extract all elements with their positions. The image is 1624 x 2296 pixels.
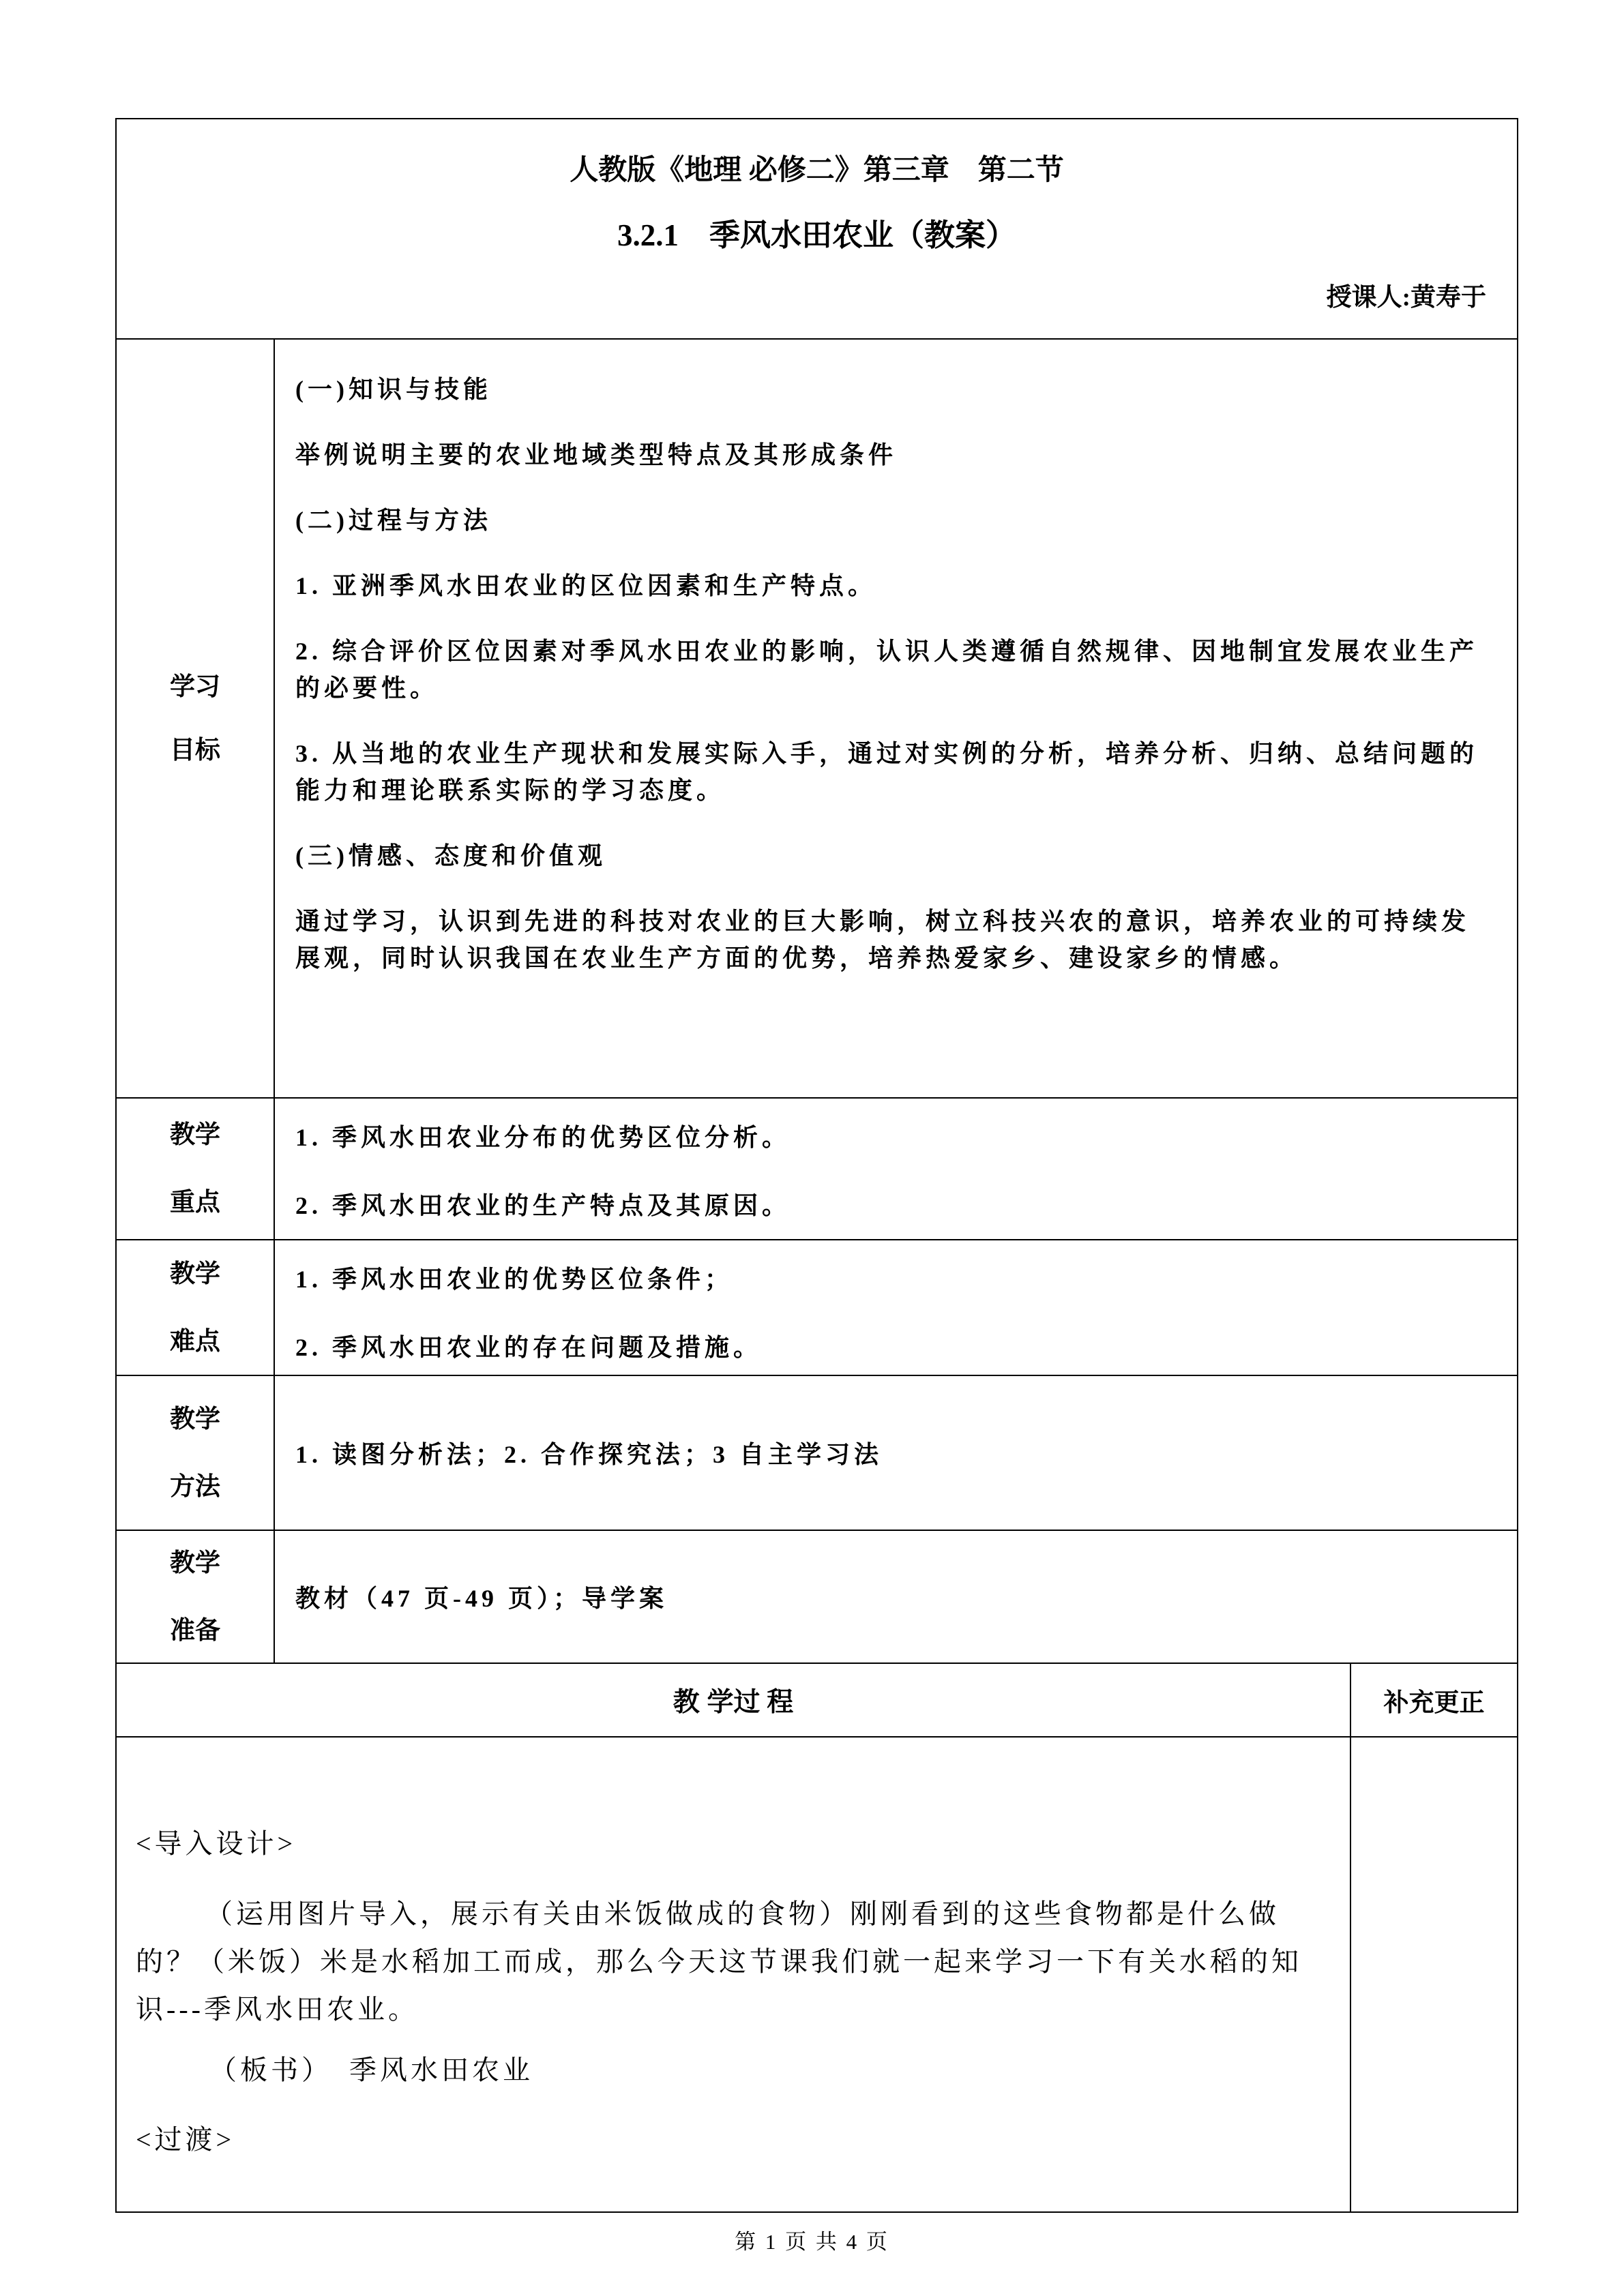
objective-paragraph: 1. 亚洲季风水田农业的区位因素和生产特点。 <box>295 572 877 599</box>
process-content-row <box>117 1736 1517 2211</box>
methods-row <box>117 1375 1517 1530</box>
label-line: 目标 <box>170 735 220 764</box>
supplement-header: 补充更正 <box>1350 1664 1517 1736</box>
process-header-text: 过 程 <box>733 1688 794 1717</box>
objective-paragraph: 通过学习，认识到先进的科技对农业的巨大影响，树立科技兴农的意识，培养农业的可持续发展观，同时认识我国在农业生产方面的优势，培养热爱家乡、建设家乡的情感。 <box>295 908 1471 972</box>
difficulties-content <box>275 1240 1517 1375</box>
objective-paragraph: (三)情感、态度和价值观 <box>295 842 606 869</box>
process-header-row <box>117 1663 1517 1736</box>
objective-paragraph: 举例说明主要的农业地域类型特点及其形成条件 <box>295 441 898 468</box>
difficulty-item: 1. 季风水田农业的优势区位条件； <box>295 1266 734 1293</box>
label-line: 重点 <box>170 1188 220 1216</box>
key-points-row <box>117 1097 1517 1239</box>
lesson-process-content <box>117 1738 1350 2211</box>
objective-paragraph: (二)过程与方法 <box>295 507 492 534</box>
lesson-title: 3.2.1 季风水田农业（教案） <box>617 218 1016 253</box>
objective-paragraph: 2. 综合评价区位因素对季风水田农业的影响，认识人类遵循自然规律、因地制宜发展农业生产的必要性。 <box>295 638 1479 702</box>
preparation-row <box>117 1530 1517 1663</box>
key-points-label <box>117 1099 275 1239</box>
intro-paragraph: （运用图片导入，展示有关由米饭做成的食物）刚刚看到的这些食物都是什么做的？（米饭）米是水稻加工而成，那么今天这节课我们就一起来学习一下有关水稻的知识---季风水田农业。 <box>136 1898 1302 2025</box>
methods-content: 1. 读图分析法；2. 合作探究法；3 自主学习法 <box>295 1441 883 1468</box>
label-line: 方法 <box>170 1472 220 1500</box>
supplement-column <box>1350 1738 1517 2211</box>
learning-objectives-row <box>117 338 1517 1097</box>
lesson-plan-table <box>115 118 1518 2213</box>
transition-heading: <过渡> <box>136 2124 235 2155</box>
page-number: 第 1 页 共 4 页 <box>735 2230 889 2254</box>
board-writing-line: （板书） 季风水田农业 <box>209 2055 533 2085</box>
label-line: 教学 <box>170 1548 220 1577</box>
key-points-content <box>275 1099 1517 1239</box>
label-line: 学习 <box>170 672 220 700</box>
preparation-label <box>117 1531 275 1663</box>
label-line: 准备 <box>170 1615 220 1644</box>
intro-design-heading: <导入设计> <box>136 1828 297 1859</box>
objective-paragraph: 3. 从当地的农业生产现状和发展实际入手，通过对实例的分析，培养分析、归纳、总结问题的能力和理论联系实际的学习态度。 <box>295 740 1479 804</box>
key-point-item: 2. 季风水田农业的生产特点及其原因。 <box>295 1192 791 1219</box>
objective-paragraph: (一)知识与技能 <box>295 376 492 403</box>
key-point-item: 1. 季风水田农业分布的优势区位分析。 <box>295 1124 791 1151</box>
label-line: 难点 <box>170 1326 220 1355</box>
learning-objectives-label <box>117 340 275 1097</box>
label-line: 教学 <box>170 1259 220 1287</box>
label-line: 教学 <box>170 1120 220 1149</box>
teacher-name: 授课人:黄寿于 <box>1326 283 1486 312</box>
process-header <box>117 1664 1350 1736</box>
title-block <box>117 119 1517 338</box>
methods-label <box>117 1376 275 1530</box>
difficulties-row <box>117 1239 1517 1375</box>
preparation-content: 教材（47 页-49 页）；导学案 <box>295 1585 668 1612</box>
learning-objectives-content <box>275 340 1517 1097</box>
course-series-title: 人教版《地理 必修二》第三章 第二节 <box>570 155 1064 186</box>
difficulty-item: 2. 季风水田农业的存在问题及措施。 <box>295 1334 763 1361</box>
difficulties-label <box>117 1240 275 1375</box>
label-line: 教学 <box>170 1404 220 1433</box>
process-header-text: 教 学 <box>673 1688 734 1717</box>
